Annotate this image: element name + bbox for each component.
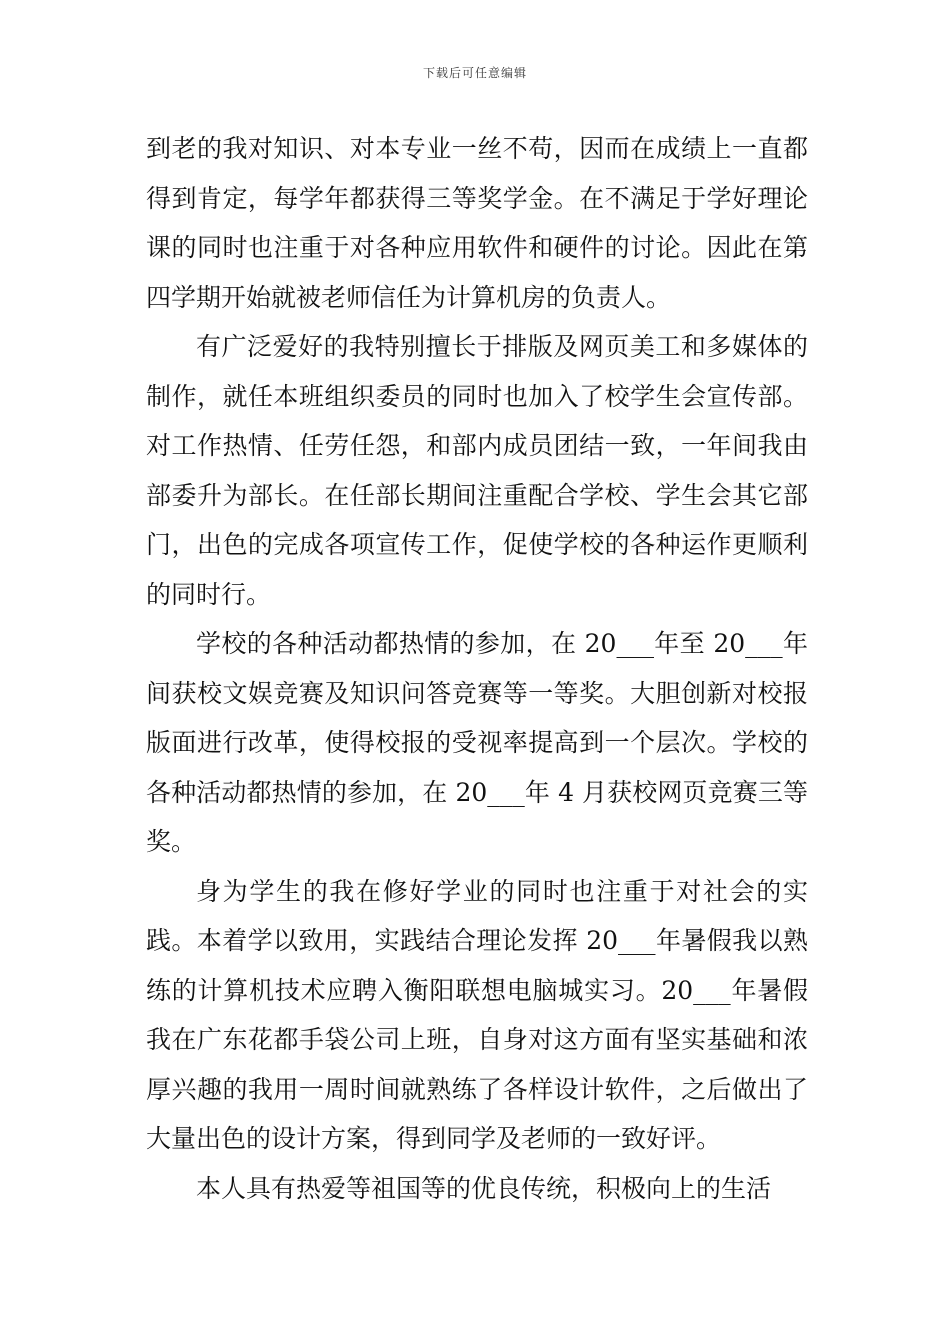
paragraph-4: 身为学生的我在修好学业的同时也注重于对社会的实践。本着学以致用，实践结合理论发挥 20___年暑假我以熟练的计算机技术应聘入衡阳联想电脑城实习。20___年暑假我在广东花都手袋公司上班，自身对这方面有坚实基础和浓厚兴趣的我用一周时间就熟练了各样设计软件，之后做出了大量出色的设计方案，得到同学及老师的一致好评。 [146,876,808,1153]
paragraph-3: 学校的各种活动都热情的参加，在 20___年至 20___年间获校文娱竞赛及知识问答竞赛等一等奖。大胆创新对校报版面进行改革，使得校报的受视率提高到一个层次。学校的各种活动都热情的参加，在 20___年 4 月获校网页竞赛三等奖。 [146,629,808,856]
paragraph-1: 到老的我对知识、对本专业一丝不苟，因而在成绩上一直都得到肯定，每学年都获得三等奖学金。在不满足于学好理论课的同时也注重于对各种应用软件和硬件的讨论。因此在第四学期开始就被老师信任为计算机房的负责人。 [146,134,808,312]
document-body [146,124,808,1213]
paragraph-5: 本人具有热爱等祖国等的优良传统，积极向上的生活 [196,1173,772,1203]
page-header-note: 下载后可任意编辑 [422,66,527,80]
paragraph-2: 有广泛爱好的我特别擅长于排版及网页美工和多媒体的制作，就任本班组织委员的同时也加入了校学生会宣传部。对工作热情、任劳任怨，和部内成员团结一致，一年间我由部委升为部长。在任部长期间注重配合学校、学生会其它部门，出色的完成各项宣传工作，促使学校的各种运作更顺利的同时行。 [146,332,808,609]
